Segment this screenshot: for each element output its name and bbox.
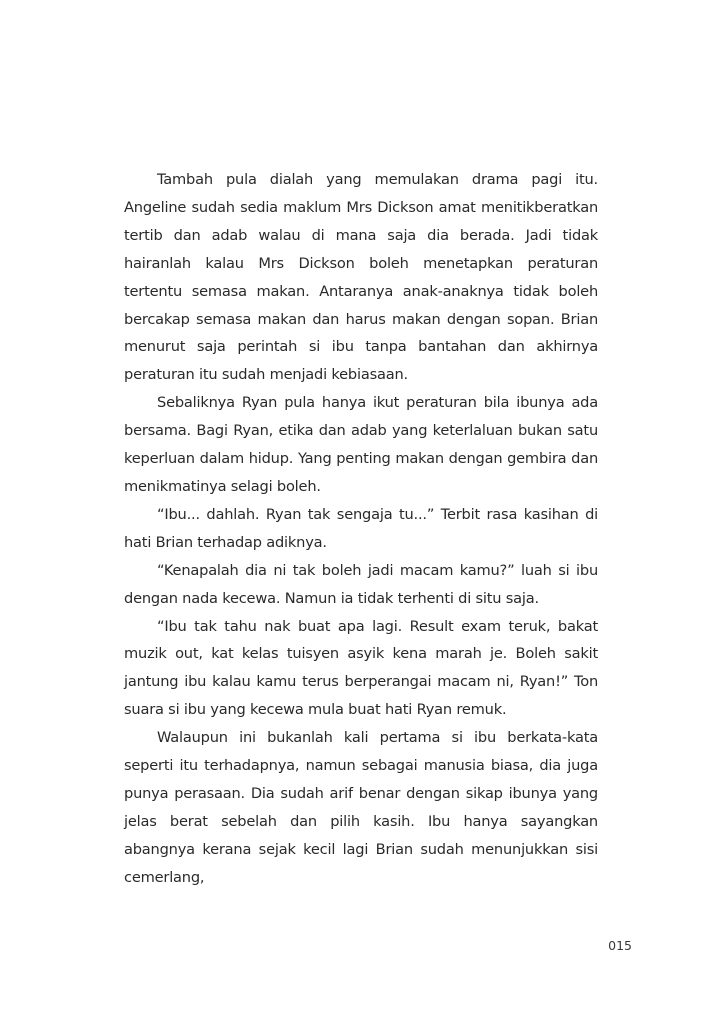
paragraph-6: Walaupun ini bukanlah kali pertama si ibu berkata-kata seperti itu terhadapnya, namun sebagai manusia biasa, dia juga punya perasaan. Dia sudah arif benar dengan sikap ibunya yang jelas berat sebelah dan pilih kasih. Ibu hanya sayangkan abangnya kerana sejak kecil lagi Brian sudah menunjukkan sisi cemerlang, bbox=[124, 729, 598, 886]
paragraph-3: “Ibu... dahlah. Ryan tak sengaja tu...” Terbit rasa kasihan di hati Brian terhadap adiknya. bbox=[124, 505, 598, 551]
paragraph-2: Sebaliknya Ryan pula hanya ikut peraturan bila ibunya ada bersama. Bagi Ryan, etika dan adab yang keterlaluan bukan satu keperluan dalam hidup. Yang penting makan dengan gembira dan menikmatinya selagi boleh. bbox=[124, 394, 598, 495]
page-number: 015 bbox=[608, 938, 632, 953]
paragraph-5: “Ibu tak tahu nak buat apa lagi. Result exam teruk, bakat muzik out, kat kelas tuisyen asyik kena marah je. Boleh sakit jantung ibu kalau kamu terus berperangai macam ni, Ryan!” Ton suara si ibu yang kecewa mula buat hati Ryan remuk. bbox=[124, 617, 598, 719]
paragraph-1: Tambah pula dialah yang memulakan drama pagi itu. Angeline sudah sedia maklum Mrs Dickson amat menitikberatkan tertib dan adab walau di mana saja dia berada. Jadi tidak hairanlah kalau Mrs Dickson boleh menetapkan peraturan tertentu semasa makan. Antaranya anak-anaknya tidak boleh bercakap semasa makan dan harus makan dengan sopan. Brian menurut saja perintah si ibu tanpa bantahan dan akhirnya peraturan itu sudah menjadi kebiasaan. bbox=[124, 171, 598, 384]
body-text bbox=[124, 166, 598, 892]
paragraph-4: “Kenapalah dia ni tak boleh jadi macam kamu?” luah si ibu dengan nada kecewa. Namun ia tidak terhenti di situ saja. bbox=[124, 561, 598, 607]
